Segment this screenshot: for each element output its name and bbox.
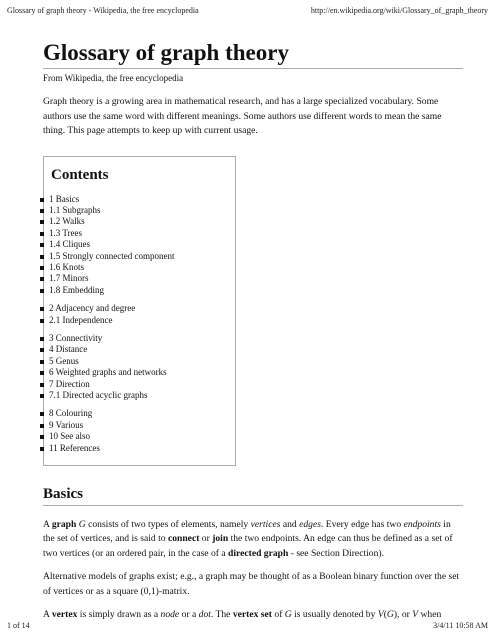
toc-item-basics[interactable]: 1 Basics 1.1 Subgraphs 1.2 Walks 1.3 Trees 1.4 Cliques 1.5 Strongly connected component 1.6 Knots 1.7 Minors 1.8 Embedding: [49, 194, 230, 297]
toc-item-distance[interactable]: 4 Distance: [49, 344, 230, 355]
table-of-contents: [43, 156, 236, 466]
page-number: 1 of 14: [7, 621, 30, 630]
toc-item-various[interactable]: 9 Various: [49, 420, 230, 431]
article: [43, 40, 463, 623]
section-heading-basics: Basics: [43, 485, 463, 506]
toc-list: [49, 194, 230, 455]
term-vertex-set: vertex set: [232, 609, 272, 620]
term-graph: graph: [51, 518, 77, 530]
term-join: join: [212, 533, 229, 544]
page-header: [7, 6, 488, 18]
directed-graph-link[interactable]: directed graph: [228, 547, 289, 559]
toc-item-subgraphs[interactable]: 1.1 Subgraphs: [49, 205, 230, 216]
toc-item-independence[interactable]: 2.1 Independence: [49, 315, 230, 326]
toc-item-adjacency[interactable]: 2 Adjacency and degree 2.1 Independence: [49, 303, 230, 326]
toc-item-cliques[interactable]: 1.4 Cliques: [49, 239, 230, 250]
toc-title: Contents: [51, 166, 109, 183]
toc-item-references[interactable]: 11 References: [49, 443, 230, 454]
header-page-title: Glossary of graph theory - Wikipedia, the free encyclopedia: [7, 6, 199, 15]
basics-paragraph-3: A vertex is simply drawn as a node or a dot. The vertex set of G is usually denoted by V(G), or V when: [43, 609, 442, 620]
toc-item-strongly-connected[interactable]: 1.5 Strongly connected component: [49, 251, 230, 262]
toc-item-dag[interactable]: 7.1 Directed acyclic graphs: [49, 390, 230, 401]
toc-sublist-adjacency: [49, 315, 230, 326]
basics-paragraph-1: A graph G consists of two types of elements, namely vertices and edges. Every edge has two endpoints in the set of vertices, and is said to connect or join the two endpoints. An edge can thus be defined as a set of two vertices (or an ordered pair, in the case of a directed graph - see Section Direction).: [43, 518, 453, 559]
toc-sublist-basics: [49, 205, 230, 296]
toc-item-connectivity[interactable]: 3 Connectivity: [49, 333, 230, 344]
toc-item-genus[interactable]: 5 Genus: [49, 356, 230, 367]
toc-item-minors[interactable]: 1.7 Minors: [49, 273, 230, 284]
toc-item-weighted[interactable]: 6 Weighted graphs and networks: [49, 367, 230, 378]
page-subtitle: From Wikipedia, the free encyclopedia: [43, 73, 184, 83]
basics-paragraph-2: Alternative models of graphs exist; e.g., a graph may be thought of as a Boolean binary function over the set of vertices or as a square (0,1)-matrix.: [43, 571, 460, 597]
term-connect: connect: [167, 533, 200, 544]
page-title: Glossary of graph theory: [43, 40, 463, 69]
toc-item-trees[interactable]: 1.3 Trees: [49, 228, 230, 239]
term-vertex: vertex: [51, 609, 78, 620]
header-url: http://en.wikipedia.org/wiki/Glossary_of_graph_theory: [310, 6, 488, 15]
toc-item-colouring[interactable]: 8 Colouring: [49, 408, 230, 419]
toc-item-embedding[interactable]: 1.8 Embedding: [49, 285, 230, 296]
page-footer: [7, 621, 488, 633]
toc-item-direction[interactable]: 7 Direction 7.1 Directed acyclic graphs: [49, 379, 230, 402]
toc-sublist-direction: [49, 390, 230, 401]
intro-paragraph: Graph theory is a growing area in mathematical research, and has a large specialized vocabulary. Some authors use the same word with different meanings. Some authors use different words to mean the same thing. This page attempts to keep up with current usage.: [43, 96, 442, 136]
toc-item-walks[interactable]: 1.2 Walks: [49, 216, 230, 227]
print-timestamp: 3/4/11 10:58 AM: [433, 621, 488, 630]
toc-item-knots[interactable]: 1.6 Knots: [49, 262, 230, 273]
toc-item-see-also[interactable]: 10 See also: [49, 431, 230, 442]
